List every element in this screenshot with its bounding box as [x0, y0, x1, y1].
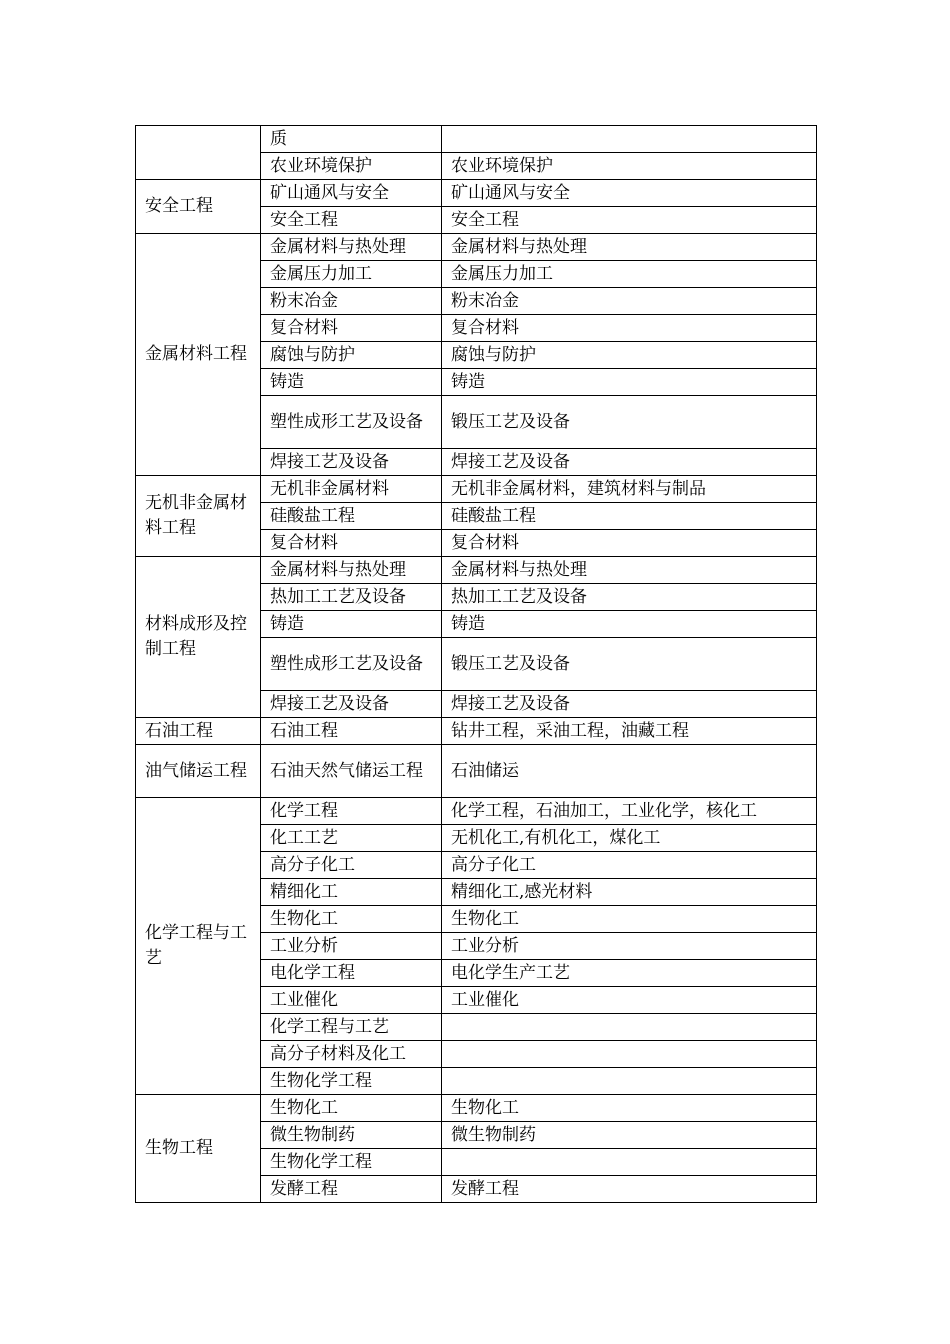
major-cell: 焊接工艺及设备: [261, 449, 442, 476]
major-cell: 硅酸盐工程: [261, 503, 442, 530]
major-cell: 金属压力加工: [261, 261, 442, 288]
former-major-cell: 金属压力加工: [442, 261, 817, 288]
category-cell: 安全工程: [136, 180, 261, 234]
table-row: [136, 234, 817, 261]
major-cell: 焊接工艺及设备: [261, 691, 442, 718]
table-row: [136, 557, 817, 584]
former-major-cell: 焊接工艺及设备: [442, 691, 817, 718]
major-cell: 金属材料与热处理: [261, 234, 442, 261]
table-row: [136, 1095, 817, 1122]
category-cell: [136, 126, 261, 180]
former-major-cell: 矿山通风与安全: [442, 180, 817, 207]
former-major-cell: 硅酸盐工程: [442, 503, 817, 530]
former-major-cell: 金属材料与热处理: [442, 557, 817, 584]
former-major-cell: 电化学生产工艺: [442, 960, 817, 987]
major-cell: 粉末冶金: [261, 288, 442, 315]
former-major-cell: 焊接工艺及设备: [442, 449, 817, 476]
former-major-cell: 钻井工程，采油工程，油藏工程: [442, 718, 817, 745]
table-row: [136, 126, 817, 153]
majors-table: [135, 125, 817, 1203]
former-major-cell: 热加工工艺及设备: [442, 584, 817, 611]
major-cell: 高分子材料及化工: [261, 1041, 442, 1068]
former-major-cell: 铸造: [442, 611, 817, 638]
major-cell: 生物化工: [261, 1095, 442, 1122]
former-major-cell: 粉末冶金: [442, 288, 817, 315]
former-major-cell: [442, 1014, 817, 1041]
major-cell: 无机非金属材料: [261, 476, 442, 503]
major-cell: 电化学工程: [261, 960, 442, 987]
table-row: [136, 798, 817, 825]
major-cell: 生物化工: [261, 906, 442, 933]
category-cell: 金属材料工程: [136, 234, 261, 476]
major-cell: 石油工程: [261, 718, 442, 745]
former-major-cell: 复合材料: [442, 315, 817, 342]
former-major-cell: 安全工程: [442, 207, 817, 234]
former-major-cell: 复合材料: [442, 530, 817, 557]
major-cell: 安全工程: [261, 207, 442, 234]
major-cell: 工业分析: [261, 933, 442, 960]
former-major-cell: [442, 1068, 817, 1095]
major-cell: 生物化学工程: [261, 1068, 442, 1095]
major-cell: 精细化工: [261, 879, 442, 906]
former-major-cell: 金属材料与热处理: [442, 234, 817, 261]
category-cell: 材料成形及控制工程: [136, 557, 261, 718]
former-major-cell: 工业催化: [442, 987, 817, 1014]
former-major-cell: 锻压工艺及设备: [442, 396, 817, 449]
table-row: [136, 180, 817, 207]
category-cell: 无机非金属材料工程: [136, 476, 261, 557]
major-cell: 热加工工艺及设备: [261, 584, 442, 611]
major-cell: 腐蚀与防护: [261, 342, 442, 369]
former-major-cell: 无机非金属材料，建筑材料与制品: [442, 476, 817, 503]
major-cell: 化工工艺: [261, 825, 442, 852]
former-major-cell: [442, 126, 817, 153]
former-major-cell: 化学工程，石油加工，工业化学，核化工: [442, 798, 817, 825]
major-cell: 微生物制药: [261, 1122, 442, 1149]
former-major-cell: 腐蚀与防护: [442, 342, 817, 369]
former-major-cell: 精细化工,感光材料: [442, 879, 817, 906]
category-cell: 油气储运工程: [136, 745, 261, 798]
former-major-cell: 发酵工程: [442, 1176, 817, 1203]
table-row: [136, 476, 817, 503]
major-cell: 石油天然气储运工程: [261, 745, 442, 798]
major-cell: 金属材料与热处理: [261, 557, 442, 584]
category-cell: 化学工程与工艺: [136, 798, 261, 1095]
major-cell: 复合材料: [261, 315, 442, 342]
former-major-cell: 工业分析: [442, 933, 817, 960]
major-cell: 生物化学工程: [261, 1149, 442, 1176]
former-major-cell: 生物化工: [442, 906, 817, 933]
table-row: [136, 745, 817, 798]
major-cell: 复合材料: [261, 530, 442, 557]
former-major-cell: [442, 1041, 817, 1068]
former-major-cell: 锻压工艺及设备: [442, 638, 817, 691]
former-major-cell: 无机化工,有机化工，煤化工: [442, 825, 817, 852]
major-cell: 高分子化工: [261, 852, 442, 879]
category-cell: 石油工程: [136, 718, 261, 745]
major-cell: 化学工程与工艺: [261, 1014, 442, 1041]
former-major-cell: 生物化工: [442, 1095, 817, 1122]
majors-table-body: [136, 126, 817, 1203]
major-cell: 质: [261, 126, 442, 153]
category-cell: 生物工程: [136, 1095, 261, 1203]
table-row: [136, 718, 817, 745]
major-cell: 化学工程: [261, 798, 442, 825]
former-major-cell: 高分子化工: [442, 852, 817, 879]
former-major-cell: 农业环境保护: [442, 153, 817, 180]
major-cell: 塑性成形工艺及设备: [261, 638, 442, 691]
major-cell: 农业环境保护: [261, 153, 442, 180]
major-cell: 工业催化: [261, 987, 442, 1014]
major-cell: 矿山通风与安全: [261, 180, 442, 207]
major-cell: 塑性成形工艺及设备: [261, 396, 442, 449]
major-cell: 铸造: [261, 369, 442, 396]
former-major-cell: 石油储运: [442, 745, 817, 798]
major-cell: 发酵工程: [261, 1176, 442, 1203]
former-major-cell: 铸造: [442, 369, 817, 396]
major-cell: 铸造: [261, 611, 442, 638]
former-major-cell: 微生物制药: [442, 1122, 817, 1149]
former-major-cell: [442, 1149, 817, 1176]
